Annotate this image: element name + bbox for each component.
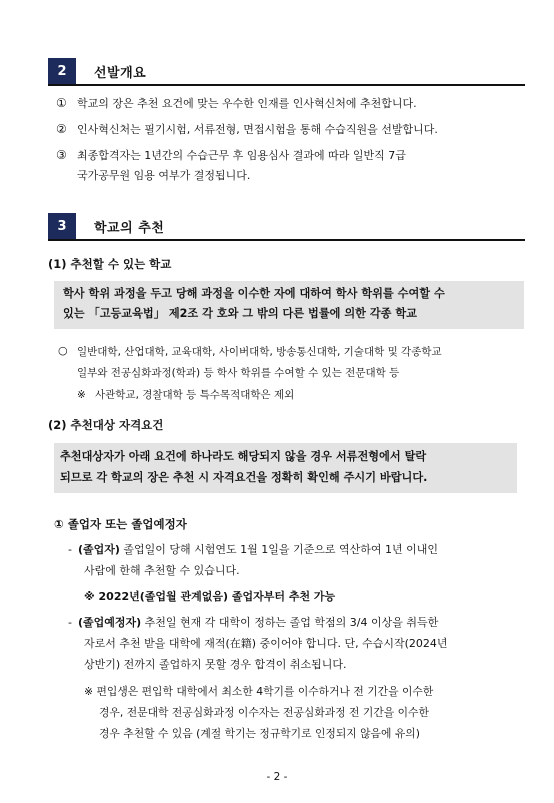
highlight-box xyxy=(54,443,517,493)
section-2-header xyxy=(48,58,146,84)
bullet-marker: ○ xyxy=(58,344,68,357)
page-number: - 2 - xyxy=(266,771,288,783)
section-title: 학교의 추천 xyxy=(94,220,165,236)
item-marker: ③ xyxy=(56,148,67,162)
note-text: 사관학교, 경찰대학 등 특수목적대학은 제외 xyxy=(95,389,295,401)
bullet-text: 일반대학, 산업대학, 교육대학, 사이버대학, 방송통신대학, 기술대학 및 각종학교 xyxy=(77,346,442,358)
box-text: 학사 학위 과정을 두고 당해 과정을 이수한 자에 대하여 학사 학위를 수여할 수 xyxy=(63,287,445,300)
dash-text: 졸업일이 당해 시험연도 1월 1일을 기준으로 역산하여 1년 이내인 xyxy=(119,543,439,556)
section-number-badge: 3 xyxy=(48,213,76,239)
box-text: 되므로 각 학교의 장은 추천 시 자격요건을 정확히 확인해 주시기 바랍니다. xyxy=(60,471,428,484)
section-number-badge: 2 xyxy=(48,58,76,84)
dash-marker: - xyxy=(68,616,72,629)
item-text: 인사혁신처는 필기시험, 서류전형, 면접시험을 통해 수습직원을 선발합니다. xyxy=(77,123,438,136)
item-marker: ② xyxy=(56,122,67,136)
highlight-box xyxy=(54,281,524,329)
bullet-text: 일부와 전공심화과정(학과) 등 학사 학위를 수여할 수 있는 전문대학 등 xyxy=(77,367,400,379)
dash-text: 사람에 한해 추천할 수 있습니다. xyxy=(84,564,240,577)
note-text: ※ 편입생은 편입학 대학에서 최소한 4학기를 이수하거나 전 기간을 이수한 xyxy=(84,685,434,698)
dash-text: 상반기) 전까지 졸업하지 못할 경우 합격이 취소됩니다. xyxy=(84,658,347,671)
subsection-heading: (1) 추천할 수 있는 학교 xyxy=(48,257,172,271)
item-text: 최종합격자는 1년간의 수습근무 후 임용심사 결과에 따라 일반직 7급 xyxy=(77,149,406,162)
dash-marker: - xyxy=(68,543,72,556)
dash-label: (졸업자) xyxy=(78,543,120,556)
dash-text: 자로서 추천 받을 대학에 재적(在籍) 중이어야 합니다. 단, 수습시작(2024년 xyxy=(84,637,448,650)
requirement-heading: ① 졸업자 또는 졸업예정자 xyxy=(54,517,187,531)
dash-text-line xyxy=(78,616,438,630)
item-text: 국가공무원 임용 여부가 결정됩니다. xyxy=(77,169,251,182)
note-text: 경우, 전문대학 전공심화과정 이수자는 전공심화과정 전 기간을 이수한 xyxy=(99,706,429,719)
section-divider xyxy=(48,84,525,86)
item-text: 학교의 장은 추천 요건에 맞는 우수한 인재를 인사혁신처에 추천합니다. xyxy=(77,97,417,110)
dash-text: 추천일 현재 각 대학이 정하는 졸업 학점의 3/4 이상을 취득한 xyxy=(141,616,439,629)
box-text: 있는 「고등교육법」 제2조 각 호와 그 밖의 다른 법률에 의한 각종 학교 xyxy=(63,307,417,320)
dash-note: ※ 2022년(졸업월 관계없음) 졸업자부터 추천 가능 xyxy=(84,590,336,603)
subsection-heading: (2) 추천대상 자격요건 xyxy=(48,418,164,432)
dash-text-line xyxy=(78,543,438,557)
section-title: 선발개요 xyxy=(94,65,147,81)
note-text: 경우 추천할 수 있음 (계절 학기는 정규학기로 인정되지 않음에 유의) xyxy=(99,727,420,740)
section-divider xyxy=(48,239,525,241)
note-mark: ※ xyxy=(77,389,86,401)
dash-label: (졸업예정자) xyxy=(78,616,142,629)
box-text: 추천대상자가 아래 요건에 하나라도 해당되지 않을 경우 서류전형에서 탈락 xyxy=(60,450,427,463)
section-3-header xyxy=(48,213,164,239)
item-marker: ① xyxy=(56,96,67,110)
